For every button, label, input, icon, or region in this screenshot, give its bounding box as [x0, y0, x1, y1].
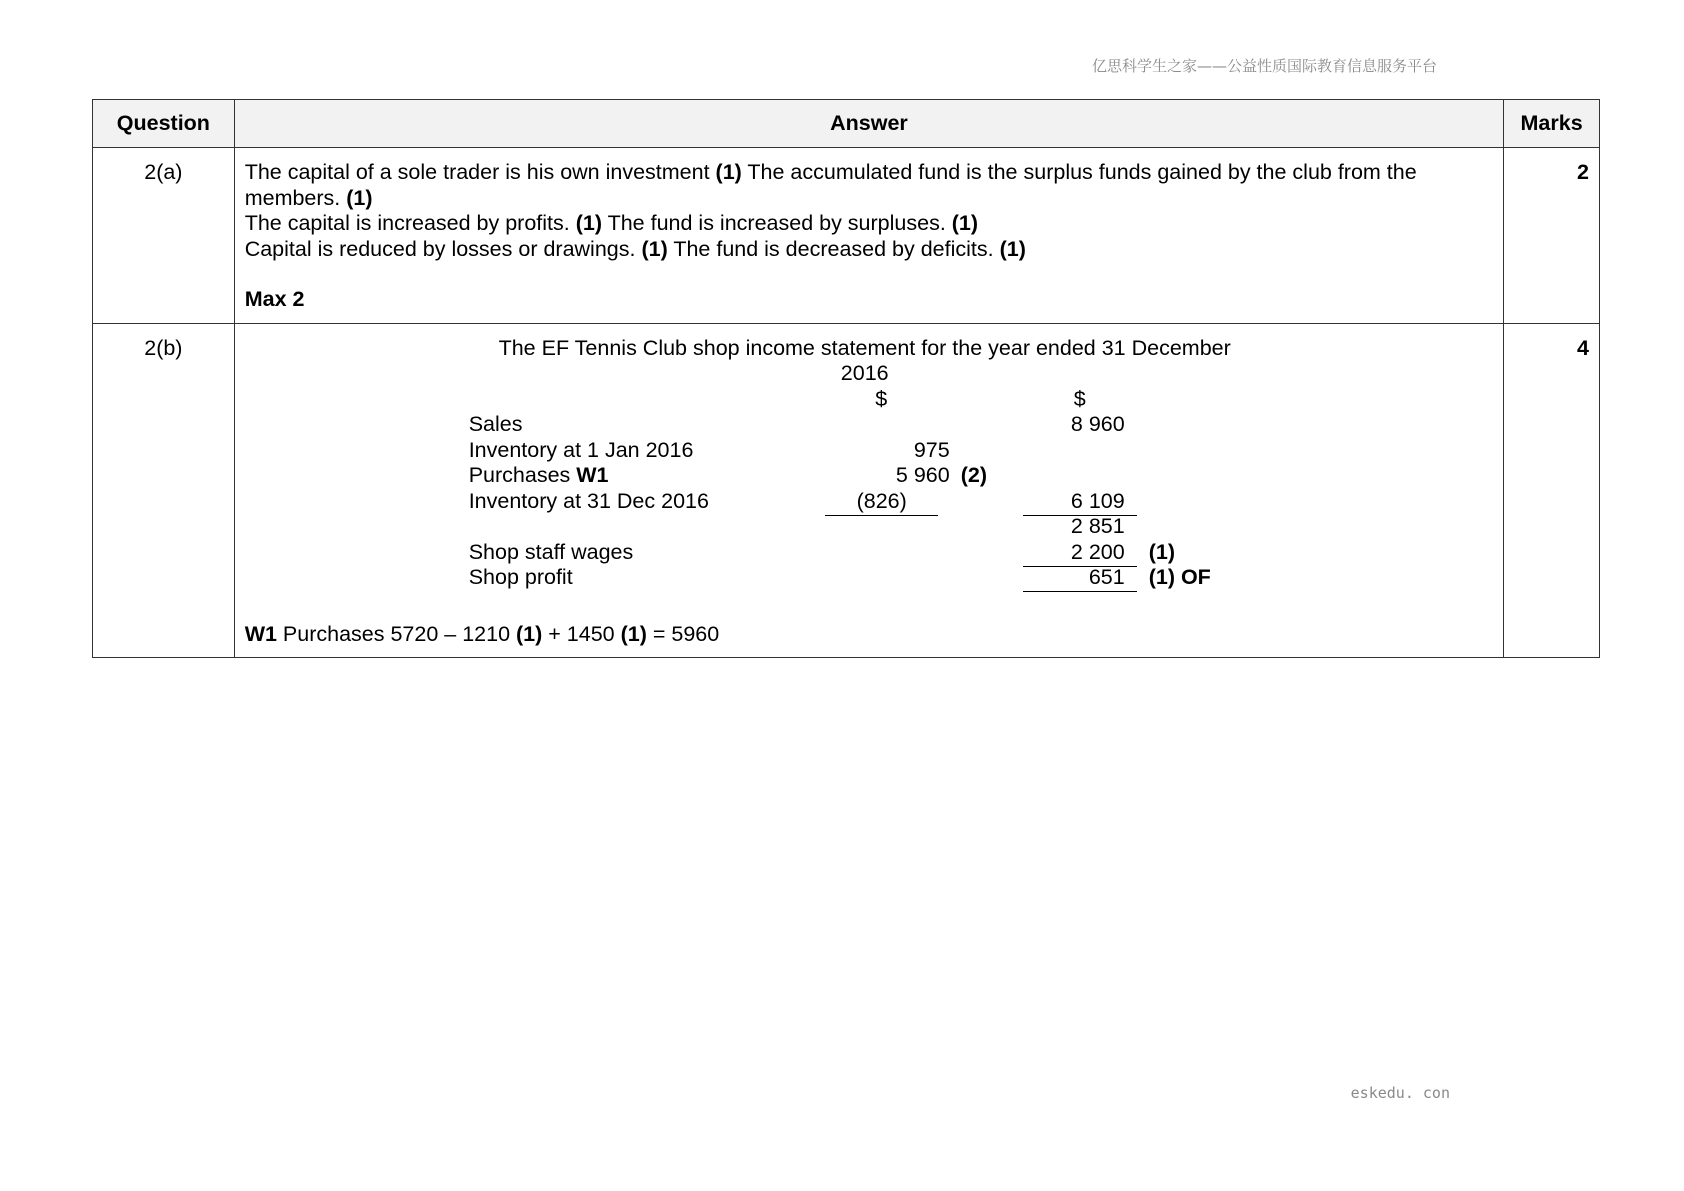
mark-scheme-table	[92, 99, 1600, 658]
statement-currency-row	[245, 387, 1493, 413]
answer-2a	[234, 148, 1503, 324]
statement-row-sales: Sales 8 960	[468, 412, 1125, 436]
col1-currency-header: $	[875, 386, 888, 411]
marks-2b: 4	[1504, 323, 1600, 658]
income-statement	[245, 387, 1493, 622]
marks-2a: 2	[1504, 148, 1600, 324]
statement-row-opening-inventory: Inventory at 1 Jan 2016 975	[468, 437, 950, 462]
income-statement-title: The EF Tennis Club shop income statement for the year ended 31 December 2016	[498, 335, 1231, 385]
col2-currency-header: $	[1073, 386, 1086, 411]
header-marks: Marks	[1504, 100, 1600, 148]
table-header-row	[93, 100, 1600, 148]
header-question: Question	[93, 100, 235, 148]
table-row-2b	[93, 323, 1600, 658]
header-answer: Answer	[234, 100, 1503, 148]
question-2a: 2(a)	[93, 148, 235, 324]
profit-mark: (1) OF	[1148, 565, 1211, 589]
answer-2b	[234, 323, 1503, 658]
max-marks-note: Max 2	[244, 287, 305, 311]
table-row-2a	[93, 148, 1600, 324]
statement-row-gross-profit: 2 851	[1070, 514, 1125, 538]
header-watermark-text: 亿思科学生之家——公益性质国际教育信息服务平台	[1091, 57, 1437, 75]
underline-profit	[1023, 591, 1137, 592]
answer-2a-line-2: The capital is increased by profits. (1) The fund is increased by surpluses. (1)	[244, 211, 979, 235]
question-2b: 2(b)	[93, 323, 235, 658]
working-w1: W1 Purchases 5720 – 1210 (1) + 1450 (1) = 5960	[244, 621, 720, 646]
statement-row-purchases: Purchases W1 5 960 (2)	[468, 463, 987, 487]
statement-row-closing-inventory: Inventory at 31 Dec 2016 (826) 6 109	[468, 488, 1125, 513]
answer-2a-line-1: The capital of a sole trader is his own investment (1) The accumulated fund is the surplus funds gained by the club from the members. (1)	[244, 160, 1417, 210]
purchases-mark: (2)	[960, 463, 987, 487]
statement-row-profit: Shop profit 651 (1) OF	[468, 565, 1211, 589]
answer-2a-line-3: Capital is reduced by losses or drawings. (1) The fund is decreased by deficits. (1)	[244, 236, 1026, 261]
footer-watermark-text: eskedu. con	[1350, 1084, 1450, 1102]
statement-row-wages: Shop staff wages 2 200 (1)	[468, 539, 1175, 564]
wages-mark: (1)	[1148, 539, 1175, 564]
